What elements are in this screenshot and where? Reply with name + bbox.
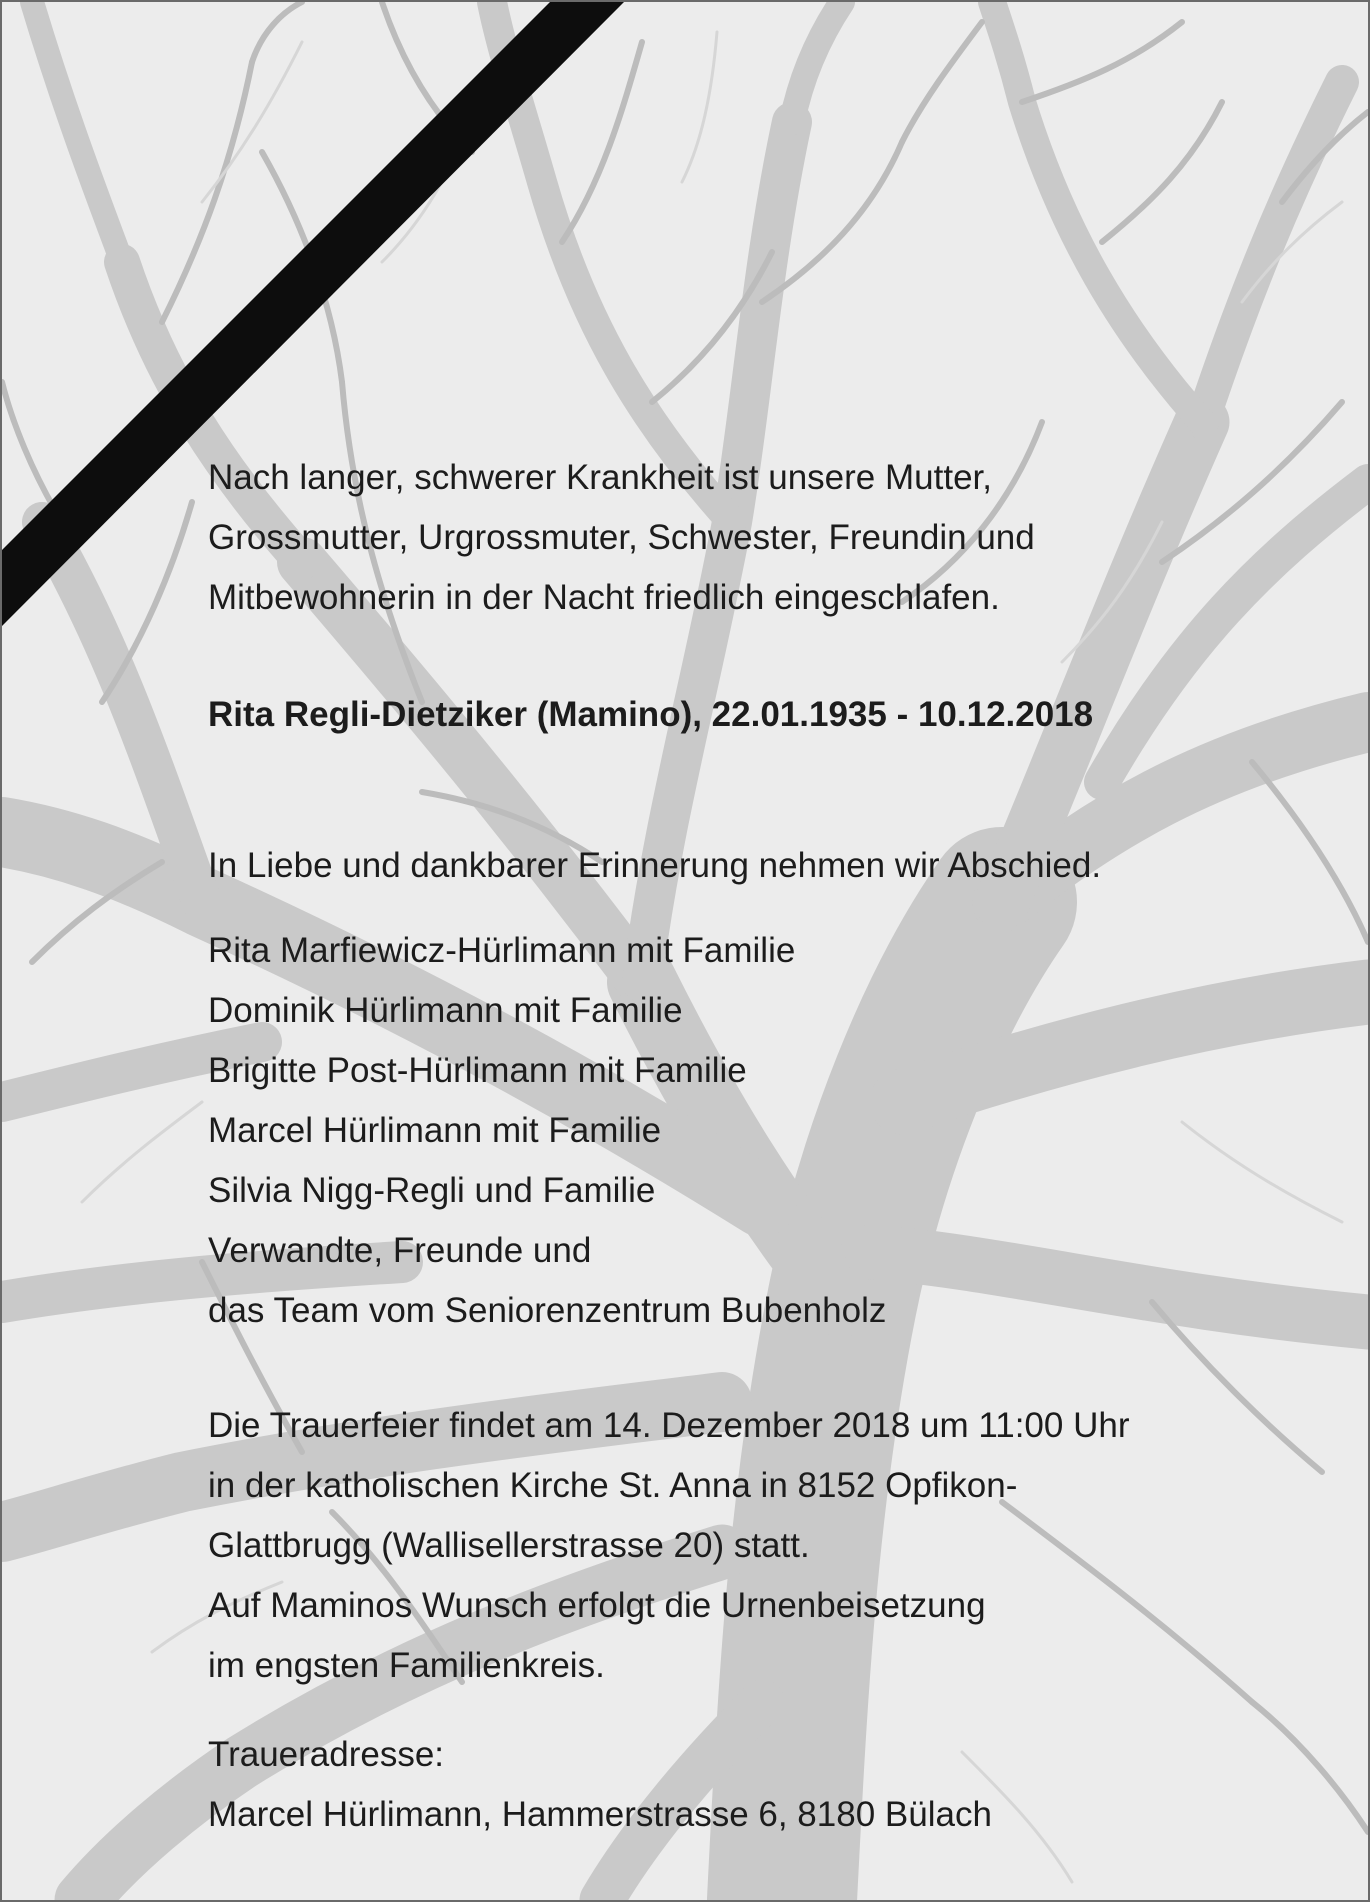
intro-paragraph: [208, 448, 1035, 628]
ceremony-line: in der katholischen Kirche St. Anna in 8152 Opfikon-: [208, 1466, 1018, 1505]
mourner-item: Verwandte, Freunde und: [208, 1231, 592, 1270]
ceremony-line: Auf Maminos Wunsch erfolgt die Urnenbeisetzung: [208, 1586, 986, 1625]
deceased-name-dates: [208, 685, 1093, 745]
mourner-item: Brigitte Post-Hürlimann mit Familie: [208, 1051, 747, 1090]
intro-line: Nach langer, schwerer Krankheit ist unsere Mutter,: [208, 458, 992, 497]
deceased-line: Rita Regli-Dietziker (Mamino), 22.01.1935 - 10.12.2018: [208, 695, 1094, 734]
mourning-address: [208, 1725, 992, 1845]
address-label: Traueradresse:: [208, 1735, 445, 1774]
address-line: Marcel Hürlimann, Hammerstrasse 6, 8180 Bülach: [208, 1795, 992, 1834]
ceremony-line: im engsten Familienkreis.: [208, 1646, 605, 1685]
mourner-item: Rita Marfiewicz-Hürlimann mit Familie: [208, 931, 796, 970]
ceremony-line: Die Trauerfeier findet am 14. Dezember 2018 um 11:00 Uhr: [208, 1406, 1130, 1445]
mourner-item: Dominik Hürlimann mit Familie: [208, 991, 683, 1030]
mourner-item: Silvia Nigg-Regli und Familie: [208, 1171, 656, 1210]
mourner-item: Marcel Hürlimann mit Familie: [208, 1111, 662, 1150]
farewell-line: In Liebe und dankbarer Erinnerung nehmen wir Abschied.: [208, 846, 1102, 885]
intro-line: Grossmutter, Urgrossmuter, Schwester, Freundin und: [208, 518, 1035, 557]
ceremony-info: [208, 1396, 1129, 1696]
farewell-sentence: [208, 836, 1101, 896]
ceremony-line: Glattbrugg (Wallisellerstrasse 20) statt.: [208, 1526, 810, 1565]
mourners-list: [208, 921, 886, 1341]
mourner-item: das Team vom Seniorenzentrum Bubenholz: [208, 1291, 887, 1330]
intro-line: Mitbewohnerin in der Nacht friedlich eingeschlafen.: [208, 578, 1000, 617]
